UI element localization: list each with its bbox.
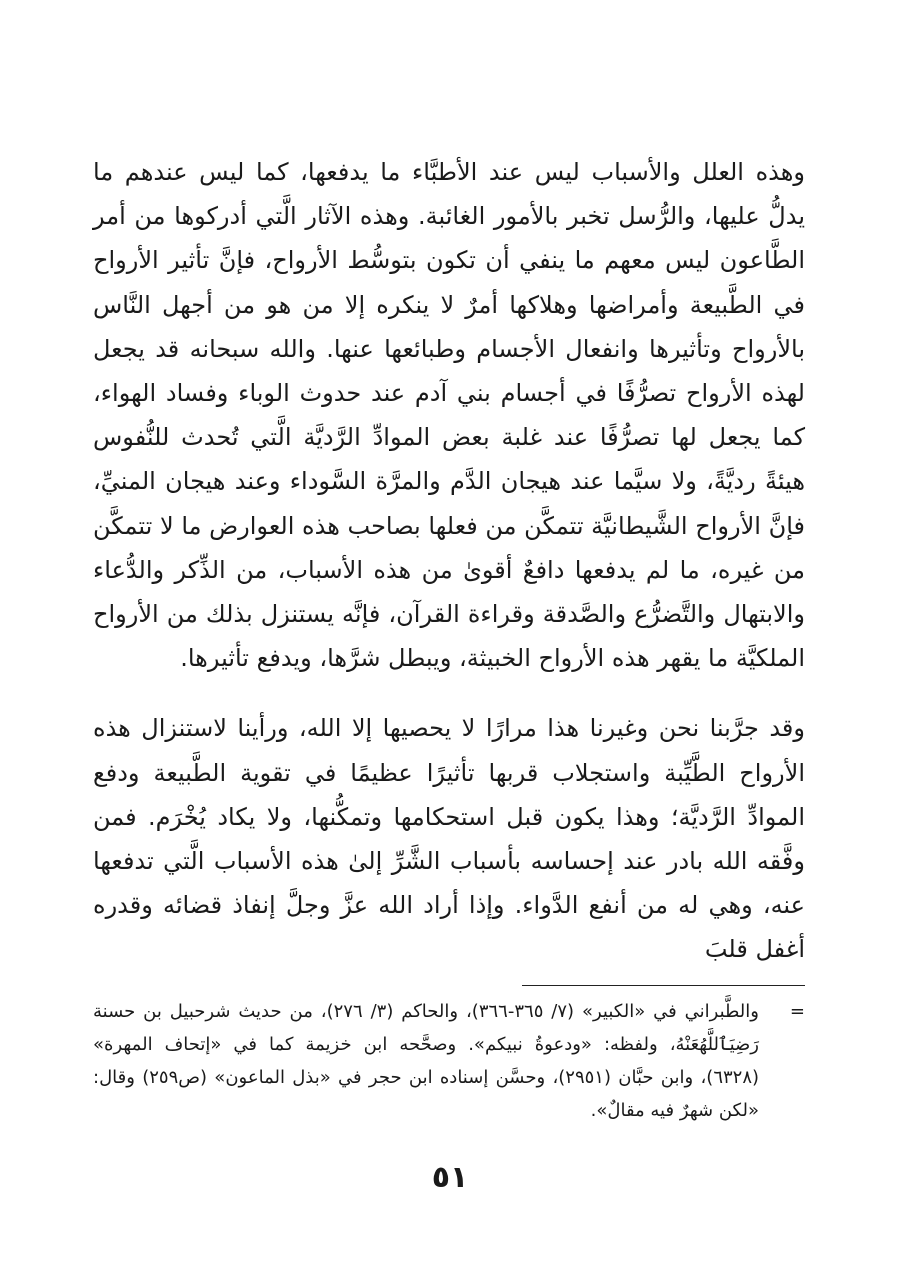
paragraph-1: وهذه العلل والأسباب ليس عند الأطبَّاء ما يدفعها، كما ليس عندهم ما يدلُّ عليها، والرُّسل تخبر بالأمور الغائبة. وهذه الآثار الَّتي أدركوها من أمر الطَّاعون ليس معهم ما ينفي أن تكون بتوسُّط الأرواح، فإنَّ تأثير الأرواح في الطَّبيعة وأمراضها وهلاكها أمرٌ لا ينكره إلا من هو من أجهل النَّاس بالأرواح وتأثيرها وانفعال الأجسام وطبائعها عنها. والله سبحانه قد يجعل لهذه الأرواح تصرُّفًا في أجسام بني آدم عند حدوث الوباء وفساد الهواء، كما يجعل لها تصرُّفًا عند غلبة بعض الموادِّ الرَّديَّة الَّتي تُحدث للنُّفوس هيئةً رديَّةً، ولا سيَّما عند هيجان الدَّم والمرَّة السَّوداء وعند هيجان المنيِّ، فإنَّ الأرواح الشَّيطانيَّة تتمكَّن من فعلها بصاحب هذه العوارض ما لا تتمكَّن من غيره، ما لم يدفعها دافعٌ أقوىٰ من هذه الأسباب، من الذِّكر والدُّعاء والابتهال والتَّضرُّع والصَّدقة وقراءة القرآن، فإنَّه يستنزل بذلك من الأرواح الملكيَّة ما يقهر هذه الأرواح الخبيثة، ويبطل شرَّها، ويدفع تأثيرها.: [93, 158, 805, 673]
paragraph-2: وقد جرَّبنا نحن وغيرنا هذا مرارًا لا يحصيها إلا الله، ورأينا لاستنزال هذه الأرواح الطَّيِّبة واستجلاب قربها تأثيرًا عظيمًا في تقوية الطَّبيعة ودفع الموادِّ الرَّديَّة؛ وهذا يكون قبل استحكامها وتمكُّنها، ولا يكاد يُخْرَم. فمن وفَّقه الله بادر عند إحساسه بأسباب الشَّرِّ إلىٰ هذه الأسباب الَّتي تدفعها عنه، وهي له من أنفع الدَّواء. وإذا أراد الله عزَّ وجلَّ إنفاذ قضائه وقدره أغفل قلبَ: [93, 714, 805, 964]
footnote-continuation-marker: =: [789, 1001, 805, 1022]
main-text: [93, 150, 805, 972]
page-number: ٥١: [431, 1160, 469, 1195]
footnote-text: والطَّبراني في «الكبير» (٧/ ٣٦٥-٣٦٦)، والحاكم (٣/ ٢٧٦)، من حديث شرحبيل بن حسنة رَضِيَٱللَّهُعَنْهُ، ولفظه: «ودعوةُ نبيكم». وصحَّحه ابن خزيمة كما في «إتحاف المهرة» (٦٣٢٨)، وابن حبَّان (٢٩٥١)، وحسَّن إسناده ابن حجر في «بذل الماعون» (ص٢٥٩) وقال: «لكن شهرٌ فيه مقالٌ».: [93, 1001, 760, 1121]
footnote: [93, 995, 805, 1127]
footnote-separator: [522, 985, 805, 986]
